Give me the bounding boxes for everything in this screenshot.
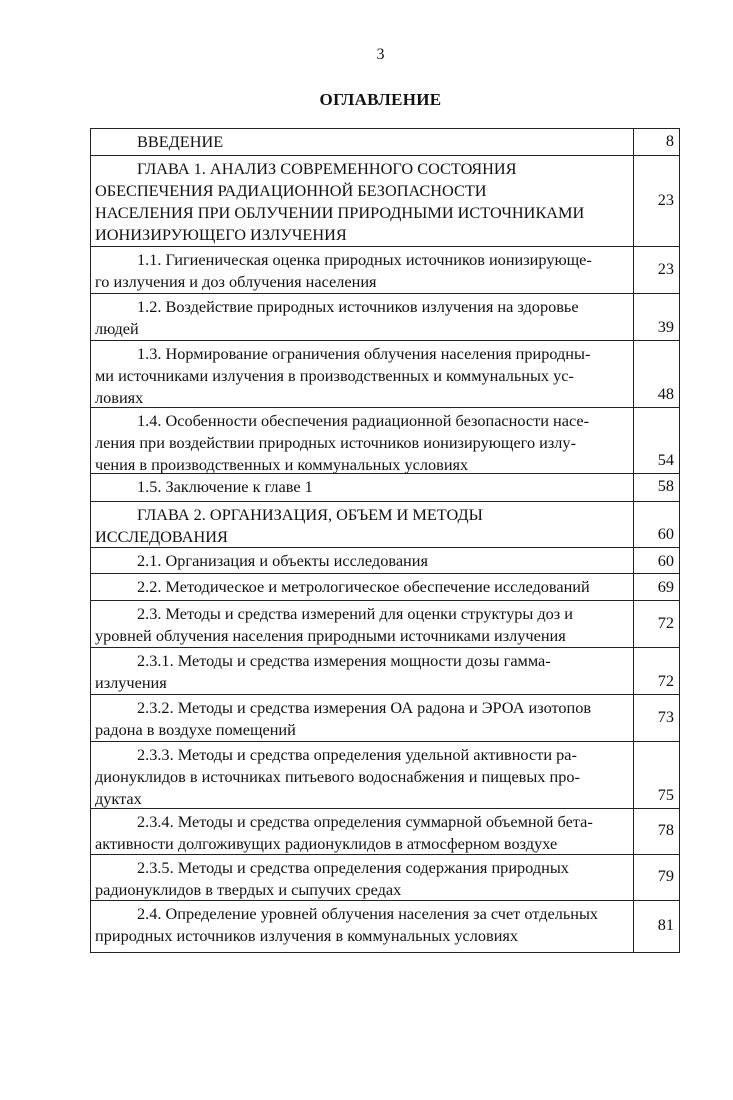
toc-entry[interactable]	[91, 742, 679, 809]
toc-entry[interactable]	[91, 156, 679, 247]
toc-entry[interactable]	[91, 601, 679, 648]
toc-entry[interactable]	[91, 408, 679, 474]
toc-entry-line: природных источников излучения в коммунальных условиях	[95, 926, 519, 945]
toc-entry-title	[91, 695, 634, 741]
toc-entry-line: 2.3.3. Методы и средства определения удельной активности ра-	[137, 745, 577, 764]
toc-entry-title	[91, 247, 634, 293]
toc-entry-line: людей	[95, 319, 139, 338]
toc-entry-line: 2.3.2. Методы и средства измерения ОА радона и ЭРОА изотопов	[137, 698, 592, 717]
toc-entry-line: 2.3. Методы и средства измерений для оценки структуры доз и	[137, 604, 574, 623]
toc-entry-title	[91, 742, 634, 808]
toc-entry-line: 1.4. Особенности обеспечения радиационной безопасности насе-	[137, 411, 590, 430]
toc-entry-title	[91, 156, 634, 246]
toc-entry-line: 2.3.4. Методы и средства определения суммарной объемной бета-	[137, 812, 593, 831]
toc-entry-page: 60	[657, 524, 674, 543]
toc-entry-line: ГЛАВА 1. АНАЛИЗ СОВРЕМЕННОГО СОСТОЯНИЯ	[137, 159, 517, 178]
toc-entry-page: 54	[657, 450, 674, 469]
toc-entry-title	[91, 129, 634, 155]
toc-entry-title	[91, 548, 634, 573]
toc-entry-line: ВВЕДЕНИЕ	[137, 132, 224, 151]
toc-entry-line: ОБЕСПЕЧЕНИЯ РАДИАЦИОННОЙ БЕЗОПАСНОСТИ	[95, 181, 487, 200]
toc-entry-line: радона в воздухе помещений	[95, 720, 296, 739]
toc-entry[interactable]	[91, 548, 679, 574]
toc-entry-page: 81	[657, 915, 674, 934]
toc-entry-page: 23	[657, 189, 674, 209]
toc-entry-line: 2.1. Организация и объекты исследования	[137, 551, 428, 570]
toc-entry-page: 23	[657, 258, 674, 278]
toc-entry[interactable]	[91, 502, 679, 548]
toc-entry[interactable]	[91, 574, 679, 601]
toc-entry-page: 60	[657, 551, 674, 570]
toc-entry-title	[91, 474, 634, 501]
toc-entry-line: 1.2. Воздействие природных источников излучения на здоровье	[137, 297, 579, 316]
toc-entry-line: излучения	[95, 673, 167, 692]
toc-entry[interactable]	[91, 809, 679, 855]
toc-entry-page: 72	[657, 612, 674, 632]
toc-entry-title	[91, 574, 634, 600]
toc-entry-page: 73	[657, 706, 674, 726]
toc-entry-page: 69	[657, 577, 674, 596]
toc-entry-line: 1.1. Гигиеническая оценка природных источников ионизирующе-	[137, 250, 592, 269]
toc-entry-line: ИССЛЕДОВАНИЯ	[95, 527, 228, 546]
toc-entry[interactable]	[91, 855, 679, 901]
toc-entry-page: 8	[665, 130, 674, 150]
toc-entry-title	[91, 502, 634, 547]
toc-entry-line: ГЛАВА 2. ОРГАНИЗАЦИЯ, ОБЪЕМ И МЕТОДЫ	[137, 505, 483, 524]
toc-entry-page: 48	[657, 384, 674, 403]
toc-entry-line: ми источниками излучения в производственных и коммунальных ус-	[95, 366, 574, 385]
toc-entry-page: 72	[657, 671, 674, 690]
toc-entry-line: го излучения и доз облучения населения	[95, 272, 377, 291]
toc-entry-title	[91, 855, 634, 900]
toc-entry-line: дионуклидов в источниках питьевого водоснабжения и пищевых про-	[95, 767, 580, 786]
toc-entry-line: активности долгоживущих радионуклидов в атмосферном воздухе	[95, 834, 558, 853]
table-of-contents	[90, 128, 680, 953]
page-title: ОГЛАВЛЕНИЕ	[319, 90, 442, 109]
toc-entry[interactable]	[91, 901, 679, 953]
toc-entry[interactable]	[91, 247, 679, 294]
toc-entry[interactable]	[91, 294, 679, 341]
toc-entry-line: 1.3. Нормирование ограничения облучения населения природны-	[137, 344, 591, 363]
toc-entry-title	[91, 408, 634, 473]
toc-entry[interactable]	[91, 695, 679, 742]
toc-entry-title	[91, 294, 634, 340]
toc-entry-line: 2.2. Методическое и метрологическое обеспечение исследований	[137, 577, 590, 596]
toc-entry-line: 2.4. Определение уровней облучения населения за счет отдельных	[137, 904, 599, 923]
toc-entry-page: 79	[657, 866, 674, 885]
toc-entry-page: 39	[657, 317, 674, 336]
toc-entry-line: радионуклидов в твердых и сыпучих средах	[95, 880, 402, 899]
toc-entry-title	[91, 341, 634, 407]
toc-entry-line: ловиях	[95, 388, 144, 407]
toc-entry-line: 1.5. Заключение к главе 1	[137, 477, 313, 496]
toc-entry-line: уровней облучения населения природными источниками излучения	[95, 626, 566, 645]
toc-entry[interactable]	[91, 648, 679, 695]
toc-entry[interactable]	[91, 341, 679, 408]
toc-entry-line: дуктах	[95, 789, 142, 808]
toc-entry-line: ИОНИЗИРУЮЩЕГО ИЗЛУЧЕНИЯ	[95, 225, 347, 244]
toc-entry-line: НАСЕЛЕНИЯ ПРИ ОБЛУЧЕНИИ ПРИРОДНЫМИ ИСТОЧНИКАМИ	[95, 203, 585, 222]
toc-entry-title	[91, 648, 634, 694]
toc-entry-line: 2.3.1. Методы и средства измерения мощности дозы гамма-	[137, 651, 551, 670]
toc-entry-page: 58	[657, 476, 674, 495]
toc-entry-line: чения в производственных и коммунальных условиях	[95, 455, 469, 474]
toc-entry-title	[91, 809, 634, 854]
toc-entry-page: 75	[657, 785, 674, 804]
toc-entry-line: 2.3.5. Методы и средства определения содержания природных	[137, 858, 569, 877]
page-number: 3	[376, 46, 385, 63]
toc-entry-line: ления при воздействии природных источников ионизирующего излу-	[95, 433, 576, 452]
toc-entry[interactable]	[91, 129, 679, 156]
toc-entry-title	[91, 901, 634, 952]
toc-entry-page: 78	[657, 820, 674, 839]
toc-entry-title	[91, 601, 634, 647]
toc-entry[interactable]	[91, 474, 679, 502]
